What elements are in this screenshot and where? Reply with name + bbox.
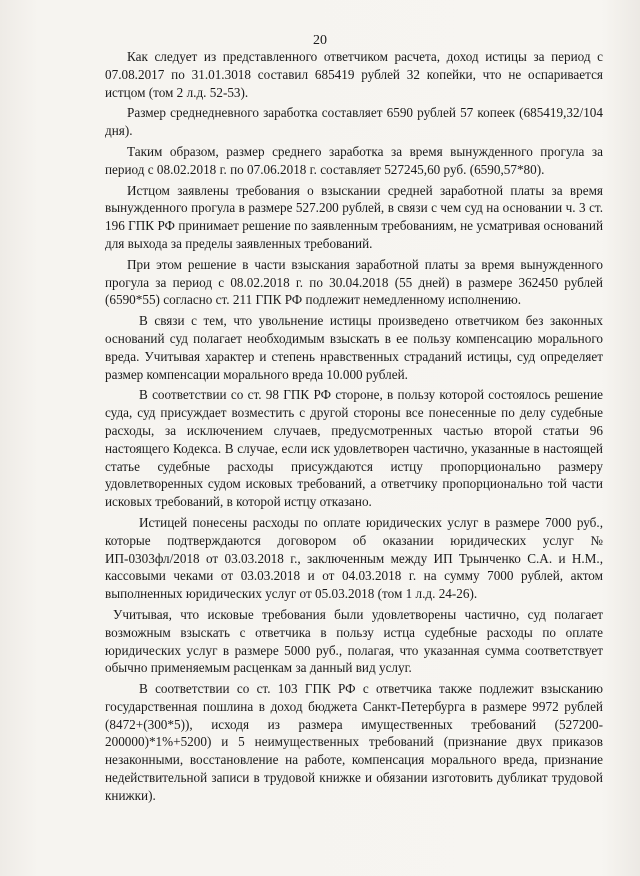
paragraph-court-costs-article-98: В соответствии со ст. 98 ГПК РФ стороне, в пользу которой состоялось решение суда, суд присуждает возместить с другой стороны все понесенные по делу судебные расходы, за исключением случаев, предусмотренных частью второй статьи 96 настоящего Кодекса. В случае, если иск удовлетворен частично, указанные в настоящей статье судебные расходы присуждаются истцу пропорционально размеру удовлетворенных судом исковых требований, а ответчику пропорционально той части исковых требований, в которой истцу отказано. [105, 387, 603, 510]
paragraph-immediate-execution: При этом решение в части взыскания заработной платы за время вынужденного прогула за период с 08.02.2018 г. по 30.04.2018 (55 дней) в размере 362450 рублей (6590*55) согласно ст. 211 ГПК РФ подлежит немедленному исполнению. [105, 256, 603, 308]
paragraph-average-daily-earnings: Размер среднедневного заработка составляет 6590 рублей 57 копеек (685419,32/104 дня). [105, 105, 603, 139]
paragraph-legal-costs-award: Учитывая, что исковые требования были удовлетворены частично, суд полагает возможным взыскать с ответчика в пользу истца судебные расходы по оплате юридических услуг в размере 5000 руб., полагая, что указанная сумма соответствует обычно применяемым расценкам за данный вид услуг. [105, 606, 603, 676]
paragraph-moral-damage: В связи с тем, что увольнение истицы произведено ответчиком без законных оснований суд полагает необходимым взыскать в ее пользу компенсацию морального вреда. Учитывая характер и степень нравственных страданий истицы, суд определяет размер компенсации морального вреда 10.000 рублей. [105, 313, 603, 382]
page-number: 20 [313, 33, 327, 48]
paragraph-income-calculation: Как следует из представленного ответчиком расчета, доход истицы за период с 07.08.2017 по 31.01.3018 составил 685419 рублей 32 копейки, что не оспаривается истцом (том 2 л.д. 52-53). [105, 49, 603, 100]
paragraph-claimed-requirements: Истцом заявлены требования о взыскании средней заработной платы за время вынужденного прогула в размере 527.200 рублей, в связи с чем суд на основании ч. 3 ст. 196 ГПК РФ принимает решение по заявленным требованиям, не усматривая оснований для выхода за пределы заявленных требований. [105, 182, 603, 251]
paragraph-legal-services-expenses: Истицей понесены расходы по оплате юридических услуг в размере 7000 руб., которые подтверждаются договором об оказании юридических услуг № ИП-0303фл/2018 от 03.03.2018 г., заключенным между ИП Трынченко С.А. и Н.М., кассовыми чеками от 03.03.2018 и от 04.03.2018 г. на сумму 7000 рублей, актом выполненных юридических услуг от 05.03.2018 (том 1 л.д. 24-26). [105, 514, 603, 602]
paragraph-state-duty: В соответствии со ст. 103 ГПК РФ с ответчика также подлежит взысканию государственная пошлина в доход бюджета Санкт-Петербурга в размере 9972 рублей (8472+(300*5)), исходя из размера имущественных требований (527200-200000)*1%+5200) и 5 неимущественных требований (признание двух приказов незаконными, восстановление на работе, компенсация морального вреда, признание недействительной записи в трудовой книжке и обязании изготовить дубликат трудовой книжки). [105, 681, 603, 803]
paragraph-forced-absence-earnings: Таким образом, размер среднего заработка за время вынужденного прогула за период с 08.02.2018 г. по 07.06.2018 г. составляет 527245,60 руб. (6590,57*80). [105, 143, 603, 177]
document-body [105, 48, 603, 808]
